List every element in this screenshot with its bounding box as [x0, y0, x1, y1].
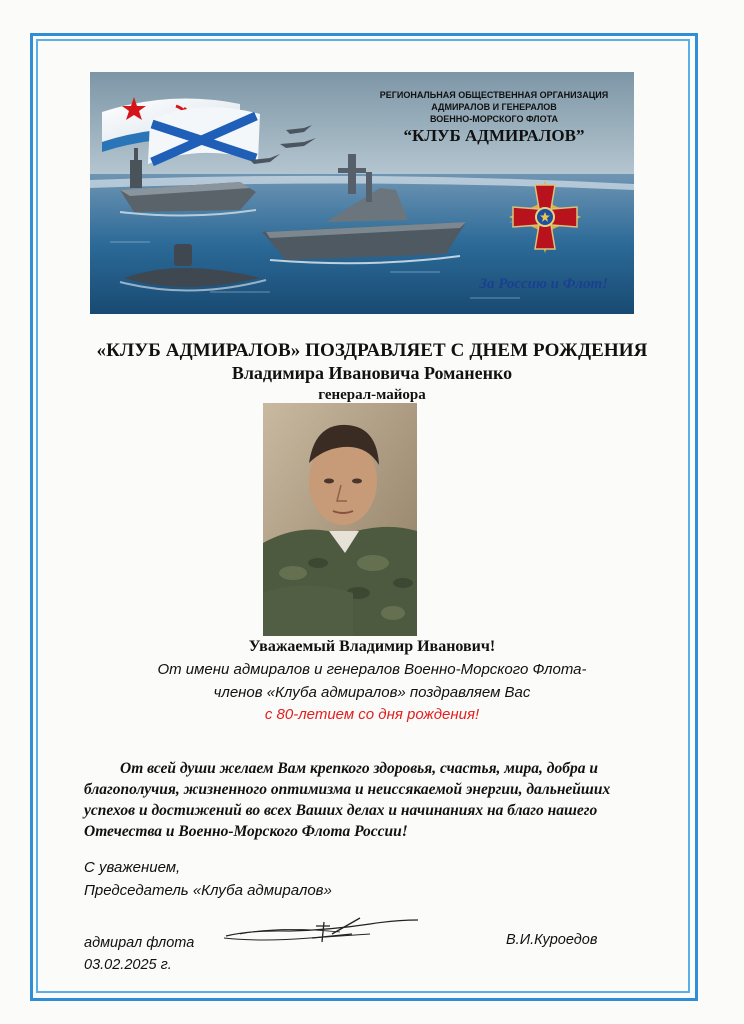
org-line-1: РЕГИОНАЛЬНАЯ ОБЩЕСТВЕННАЯ ОРГАНИЗАЦИЯ — [379, 90, 609, 100]
wishes-paragraph: От всей души желаем Вам крепкого здоровья, счастья, мира, добра и благополучия, жизненного оптимизма и неиссякаемой энергии, дальнейших успехов и достижений во всех Ваших делах и начинаниях на благо нашего Отечества и Военно-Морского Флота России! — [84, 760, 611, 840]
handwritten-signature — [220, 912, 425, 950]
signer-rank: адмирал флота — [84, 935, 195, 951]
letter-line-1: От имени адмиралов и генералов Военно-Морского Флота- — [157, 661, 587, 678]
page-title: «КЛУБ АДМИРАЛОВ» ПОЗДРАВЛЯЕТ С ДНЕМ РОЖДЕНИЯ — [96, 340, 648, 361]
regards-text: С уважением, — [84, 859, 181, 876]
letter-date: 03.02.2025 г. — [84, 957, 172, 973]
club-banner — [90, 72, 634, 314]
signer-name: В.И.Куроедов — [506, 932, 598, 948]
org-line-3: ВОЕННО-МОРСКОГО ФЛОТА — [429, 114, 559, 124]
letter-line-2: членов «Клуба адмиралов» поздравляем Вас — [213, 684, 531, 701]
greeting: Уважаемый Владимир Иванович! — [248, 638, 496, 655]
closing-block — [84, 856, 332, 902]
signer-rank-block — [84, 932, 194, 976]
honoree-rank: генерал-майора — [318, 387, 426, 403]
club-name: “КЛУБ АДМИРАЛОВ” — [403, 126, 585, 145]
motto: За Россию и Флот! — [479, 276, 608, 292]
chairman-position: Председатель «Клуба адмиралов» — [84, 882, 332, 899]
honoree-portrait — [263, 403, 417, 636]
honoree-name: Владимира Ивановича Романенко — [231, 363, 513, 383]
org-line-2: АДМИРАЛОВ И ГЕНЕРАЛОВ — [431, 102, 557, 112]
anniversary-line: с 80-летием со дня рождения! — [264, 706, 480, 723]
banner-artwork — [90, 72, 634, 314]
